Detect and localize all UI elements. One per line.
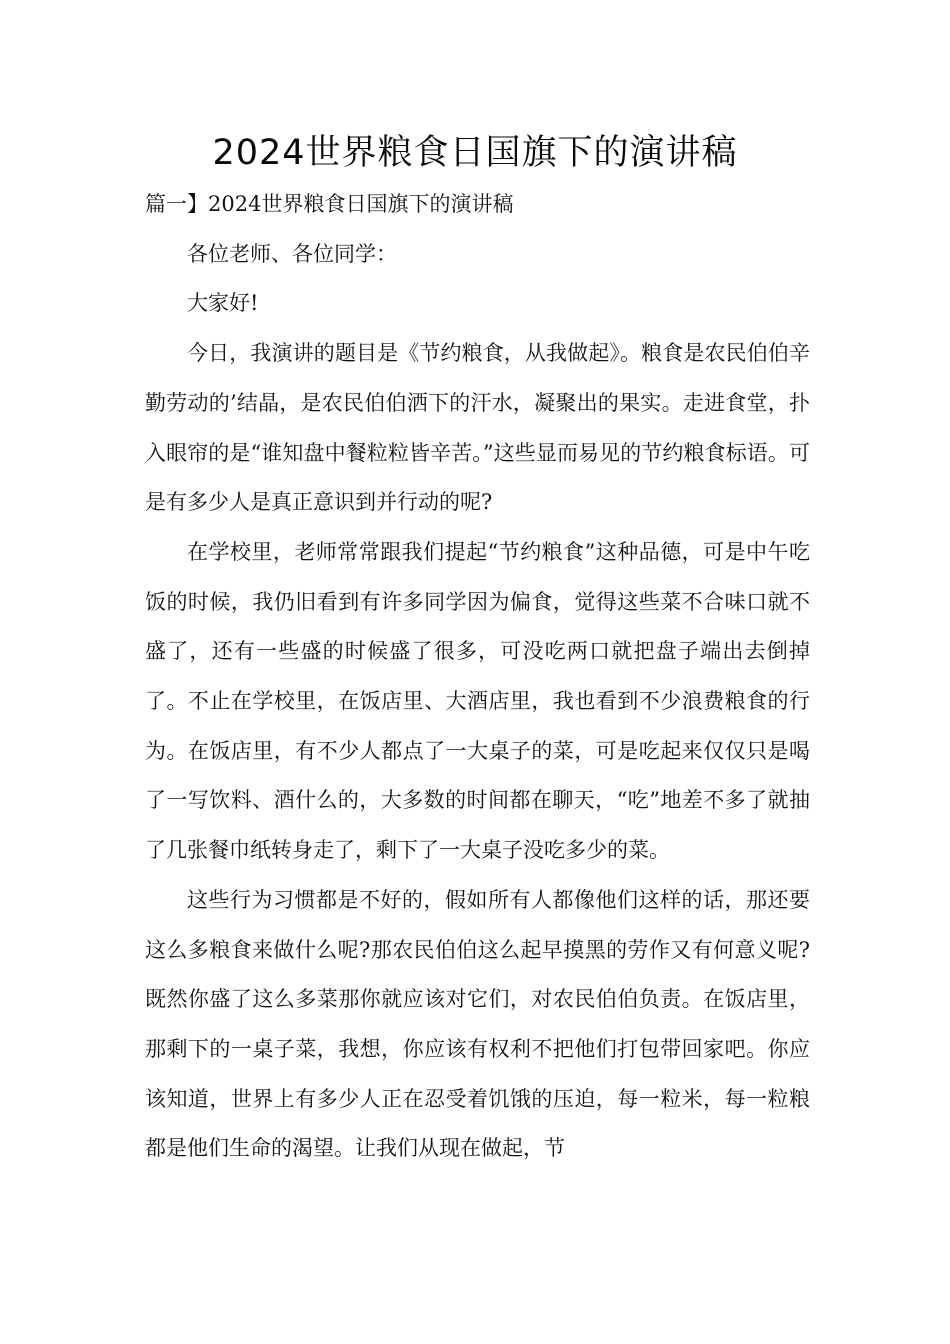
body-paragraph: 今日，我演讲的题目是《节约粮食，从我做起》。粮食是农民伯伯辛勤劳动的’结晶，是农民伯伯洒下的汗水，凝聚出的果实。走进食堂，扑入眼帘的是“谁知盘中餐粒粒皆辛苦。”这些显而易见的节约粮食标语。可是有多少人是真正意识到并行动的呢? (145, 341, 810, 515)
body-paragraph: 在学校里，老师常常跟我们提起“节约粮食”这种品德，可是中午吃饭的时候，我仍旧看到有许多同学因为偏食，觉得这些菜不合味口就不盛了，还有一些盛的时候盛了很多，可没吃两口就把盘子端出去倒掉了。不止在学校里，在饭店里、大酒店里，我也看到不少浪费粮食的行为。在饭店里，有不少人都点了一大桌子的菜，可是吃起来仅仅只是喝了一写饮料、酒什么的，大多数的时间都在聊天，“吃”地差不多了就抽了几张餐巾纸转身走了，剩下了一大桌子没吃多少的菜。 (145, 539, 810, 863)
section-heading: 篇一】2024世界粮食日国旗下的演讲稿 (145, 192, 514, 216)
document-title: 2024世界粮食日国旗下的演讲稿 (212, 133, 738, 173)
body-paragraph: 这些行为习惯都是不好的，假如所有人都像他们这样的话，那还要这么多粮食来做什么呢?那农民伯伯这么起早摸黑的劳作又有何意义呢?既然你盛了这么多菜那你就应该对它们，对农民伯伯负责。在饭店里，那剩下的一桌子菜，我想，你应该有权利不把他们打包带回家吧。你应该知道，世界上有多少人正在忍受着饥饿的压迫，每一粒米，每一粒粮都是他们生命的渴望。让我们从现在做起，节 (145, 887, 810, 1161)
document-body (145, 180, 810, 1174)
salutation-paragraph: 各位老师、各位同学： (187, 241, 397, 266)
greeting-paragraph: 大家好! (187, 291, 259, 316)
